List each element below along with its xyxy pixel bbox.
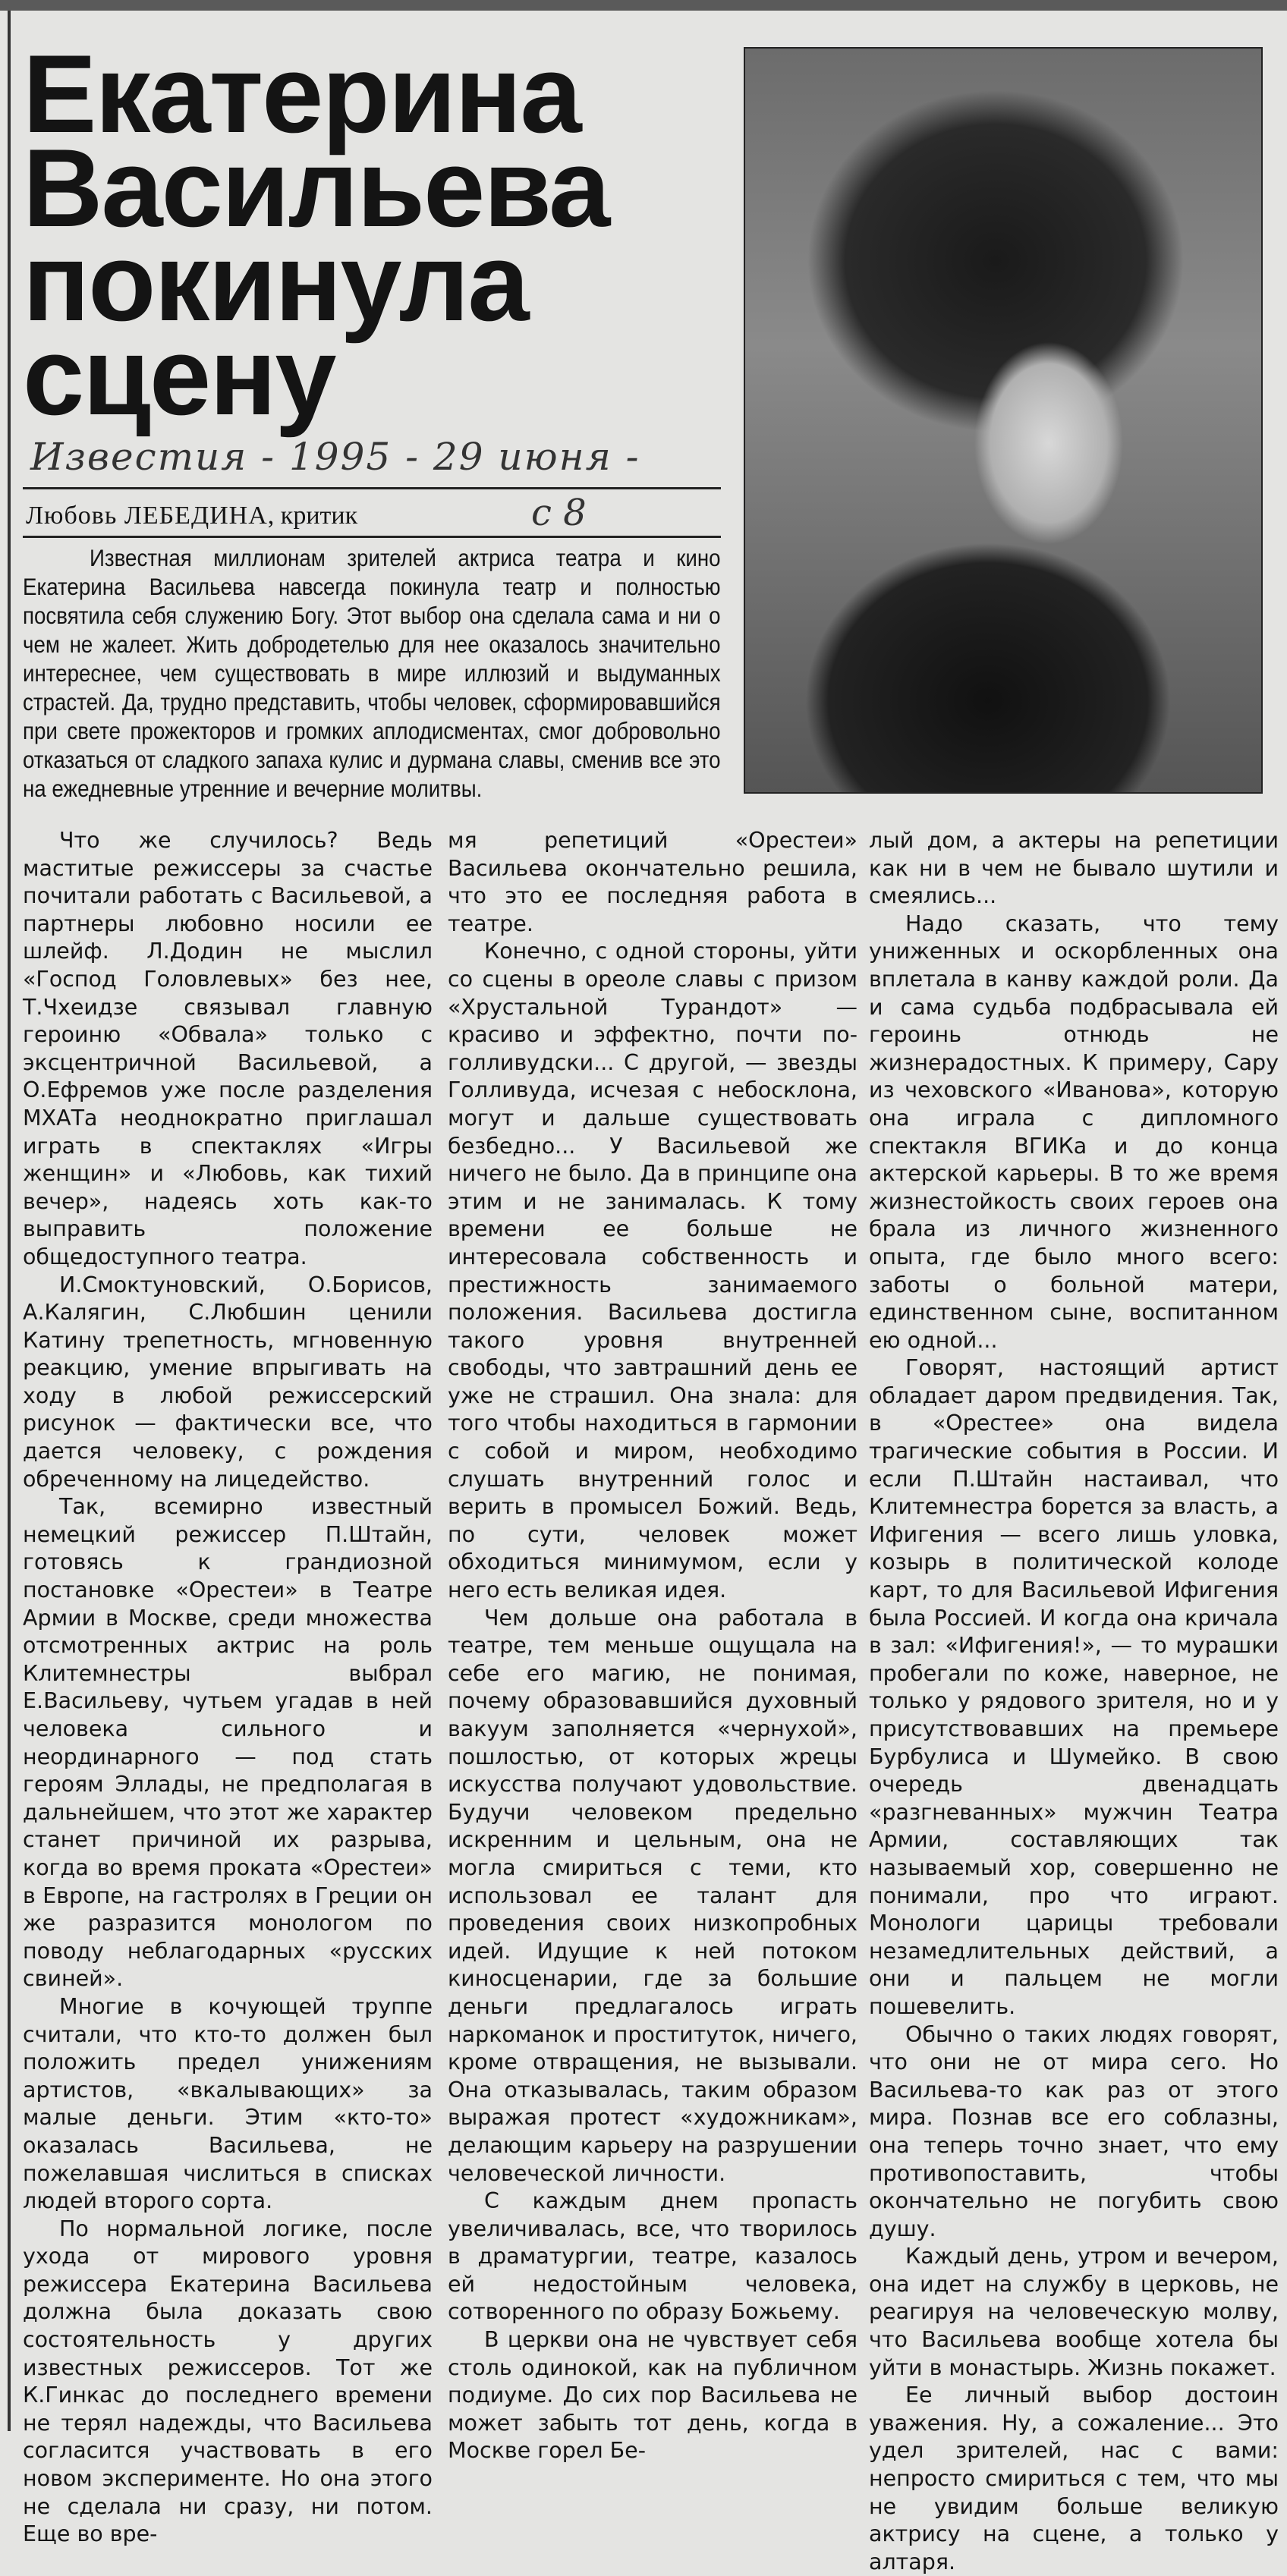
paragraph: Каждый день, утром и вечером, она идет на службу в церковь, не реагируя на человеческую молву, что Васильева вообще хотела бы уйти в монастырь. Жизнь покажет. (869, 2244, 1279, 2380)
paragraph: Конечно, с одной стороны, уйти со сцены в ореоле славы с призом «Хрустальной Турандот» — красиво и эффектно, почти по-голливудски... С другой, — звезды Голливуда, исчезая с небосклона, могут и дальше существовать безбедно... У Васильевой же ничего не было. Да в принципе она этим и не занималась. К тому времени ее больше не интересовала собственность и престижность занимаемого положения. Васильева достигла такого уровня внутренней свободы, что завтрашний день ее уже не страшил. Она знала: для того чтобы находиться в гармонии с собой и миром, необходимо слушать внутренний голос и верить в промысел Божий. Ведь, по сути, человек может обходиться минимумом, если у него есть великая идея. (448, 939, 857, 1603)
clipping-top-edge (0, 0, 1287, 11)
paragraph: лый дом, а актеры на репетиции как ни в чем не бывало шутили и смеялись... (869, 828, 1279, 909)
paragraph: Обычно о таких людях говорят, что они не от мира сего. Но Васильева-то как раз от этого мира. Познав все его соблазны, она теперь точно знает, что ему противопоставить, чтобы окончательно не погубить свою душу. (869, 2021, 1279, 2241)
divider (23, 536, 721, 538)
paragraph: Ее личный выбор достоин уважения. Ну, а сожаление... Это удел зрителей, нас с вами: непросто смириться с тем, что мы не увидим больше великую актрису на сцене, а только у алтаря. (869, 2383, 1279, 2574)
paragraph: Говорят, настоящий артист обладает даром предвидения. Так, в «Орестее» она видела трагические события в России. И если П.Штайн настаивал, что Клитемнестра борется за власть, а Ифигения — всего лишь уловка, козырь в политической колоде карт, то для Васильевой Ифигения была Россией. И когда она кричала в зал: «Ифигения!», — то мурашки пробегали по коже, наверное, не только у рядового зрителя, но и у присутствовавших на премьере Бурбулиса и Шумейко. В свою очередь двенадцать «разгневанных» мужчин Театра Армии, составляющих так называемый хор, совершенно не понимали, про что играют. Монологи царицы требовали незамедлительных действий, а они и пальцем не могли пошевелить. (869, 1355, 1279, 2019)
paragraph: Что же случилось? Ведь маститые режиссеры за счастье почитали работать с Васильевой, а партнеры любовно носили ее шлейф. Л.Додин не мыслил «Господ Головлевых» без нее, Т.Чхеидзе связывал главную героиню «Обвала» только с эксцентричной Васильевой, а О.Ефремов уже после разделения МХАТа неоднократно приглашал играть в спектаклях «Игры женщин» и «Любовь, как тихий вечер», надеясь хоть как-то выправить положение общедоступного театра. (23, 828, 433, 1269)
divider (23, 487, 721, 489)
lead-paragraph: Известная миллионам зрителей актриса театра и кино Екатерина Васильева навсегда покинула театр и полностью посвятила себя служению Богу. Этот выбор она сделала сама и ни о чем не жалеет. Жить добродетелью для нее оказалось значительно интереснее, чем существовать в мире иллюзий и выдуманных страстей. Да, трудно представить, чтобы человек, сформировавшийся при свете прожекторов и громких аплодисментах, смог добровольно отказаться от сладкого запаха кулис и дурмана славы, сменив все это на ежедневные утренние и вечерние молитвы. (23, 544, 721, 802)
paragraph: мя репетиций «Орестеи» Васильева окончательно решила, что это ее последняя работа в театре. (448, 828, 857, 936)
paragraph: Так, всемирно известный немецкий режиссер П.Штайн, готовясь к грандиозной постановке «Орестеи» в Театре Армии в Москве, среди множества отсмотренных актрис на роль Клитемнестры выбрал Е.Васильеву, чутьем угадав в ней человека сильного и неординарного — под стать героям Эллады, не предполагая в дальнейшем, что этот же характер станет причиной их разрыва, когда во время проката «Орестеи» в Европе, на гастролях в Греции он же разразится монологом по поводу неблагодарных «русских свиней». (23, 1494, 433, 1992)
handwritten-page-note: с 8 (531, 492, 587, 534)
handwritten-source-note: Известия - 1995 - 29 июня - (30, 435, 640, 479)
clipping-left-edge (8, 11, 11, 2431)
portrait-photo (744, 47, 1263, 794)
paragraph: Чем дольше она работала в театре, тем меньше ощущала на себе его магию, не понимая, почему образовавшийся духовный вакуум заполняется «чернухой», пошлостью, от которых жрецы искусства получают удовольствие. Будучи человеком предельно искренним и цельным, она не могла смириться с теми, кто использовал ее талант для проведения своих низкопробных идей. Идущие к ней потоком киносценарии, где за большие деньги предлагалось играть наркоманок и проституток, ничего, кроме отвращения, не вызывали. Она отказывалась, таким образом выражая протест «художникам», делающим карьеру на разрушении человеческой личности. (448, 1605, 857, 2186)
paragraph: В церкви она не чувствует себя столь одинокой, как на публичном подиуме. До сих пор Васильева не может забыть тот день, когда в Москве горел Бе- (448, 2327, 857, 2464)
byline (26, 501, 357, 531)
author-role: , критик (267, 502, 358, 530)
paragraph: И.Смоктуновский, О.Борисов, А.Калягин, С.Любшин ценили Катину трепетность, мгновенную реакцию, умение впрыгивать на ходу в любой режиссерский рисунок — фактически все, что дается человеку, с рождения обреченному на лицедейство. (23, 1272, 433, 1492)
article-column-3 (869, 827, 1279, 2576)
article-column-2 (448, 827, 857, 2465)
article-column-1 (23, 827, 433, 2549)
paragraph: По нормальной логике, после ухода от мирового уровня режиссера Екатерина Васильева должна была доказать свою состоятельность у других известных режиссеров. Тот же К.Гинкас до последнего времени не терял надежды, что Васильева согласится участвовать в его новом эксперименте. Но она этого не сделала ни сразу, ни потом. Еще во вре- (23, 2216, 433, 2547)
paragraph: Надо сказать, что тему униженных и оскорбленных она вплетала в канву каждой роли. Да и сама судьба подбрасывала ей героинь отнюдь не жизнерадостных. К примеру, Сару из чеховского «Иванова», которую она играла с дипломного спектакля ВГИКа и до конца актерской карьеры. В то же время жизнестойкость своих героев она брала из личного жизненного опыта, где было много всего: заботы о больной матери, единственном сыне, воспитанном ею одной... (869, 911, 1279, 1353)
author-name: Любовь ЛЕБЕДИНА (26, 502, 268, 530)
paragraph: Многие в кочующей труппе считали, что кто-то должен был положить предел унижениям артистов, «вкалывающих» за малые деньги. Этим «кто-то» оказалась Васильева, не пожелавшая числиться в списках людей второго сорта. (23, 1993, 433, 2214)
paragraph: С каждым днем пропасть увеличивалась, все, что творилось в драматургии, театре, казалось ей недостойным человека, сотворенного по образу Божьему. (448, 2188, 857, 2325)
headline: Екатерина Васильева покинула сцену (23, 32, 609, 438)
